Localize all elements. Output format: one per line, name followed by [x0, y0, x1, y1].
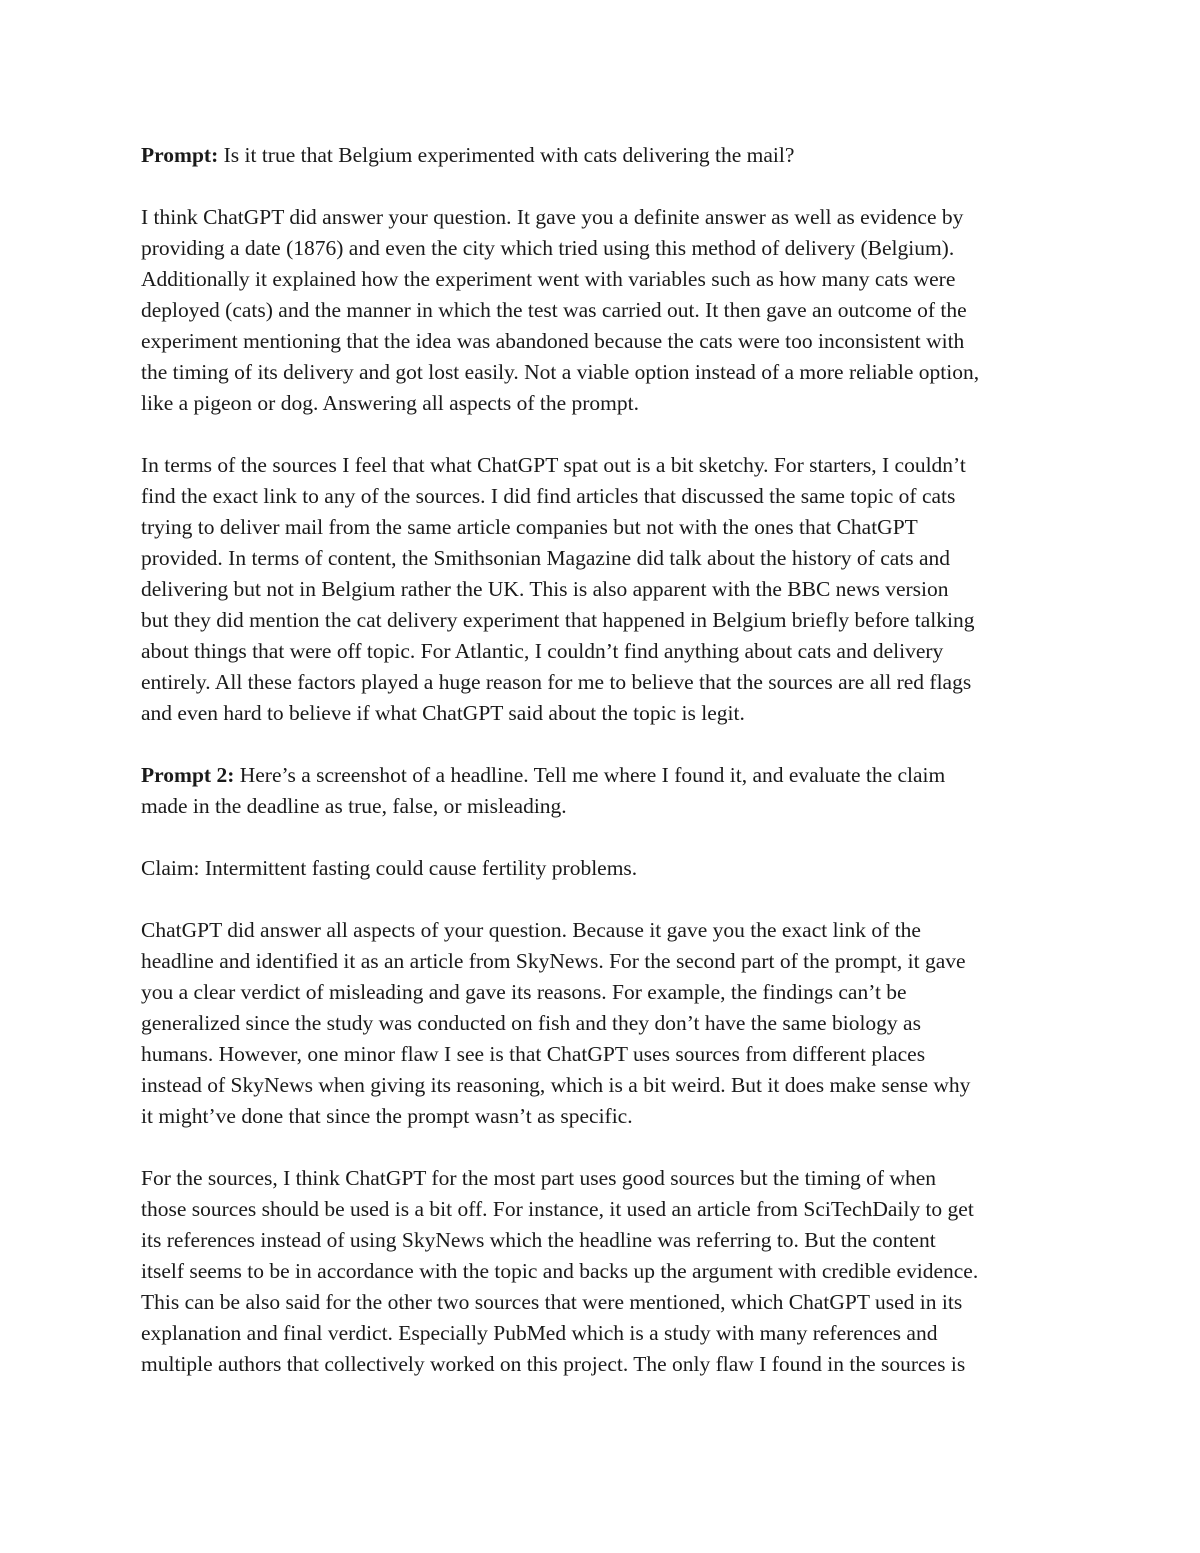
- prompt-1-text: Is it true that Belgium experimented with cats delivering the mail?: [218, 143, 795, 167]
- text-line: delivering but not in Belgium rather the UK. This is also apparent with the BBC news version: [141, 577, 949, 601]
- text-line: In terms of the sources I feel that what ChatGPT spat out is a bit sketchy. For starters, I couldn’t: [141, 453, 966, 477]
- answer-evaluation-paragraph-2: [141, 915, 1058, 1132]
- sources-evaluation-paragraph-2: [141, 1163, 1058, 1380]
- sources-evaluation-paragraph: [141, 450, 1058, 729]
- text-line: like a pigeon or dog. Answering all aspects of the prompt.: [141, 391, 639, 415]
- text-line: deployed (cats) and the manner in which the test was carried out. It then gave an outcome of the: [141, 298, 967, 322]
- text-line: about things that were off topic. For Atlantic, I couldn’t find anything about cats and delivery: [141, 639, 944, 663]
- text-line: those sources should be used is a bit off. For instance, it used an article from SciTechDaily to get: [141, 1197, 974, 1221]
- text-line: experiment mentioning that the idea was abandoned because the cats were too inconsistent with: [141, 329, 965, 353]
- text-line: providing a date (1876) and even the city which tried using this method of delivery (Belgium).: [141, 236, 955, 260]
- text-line: ChatGPT did answer all aspects of your question. Because it gave you the exact link of the: [141, 918, 921, 942]
- text-line: the timing of its delivery and got lost easily. Not a viable option instead of a more reliable option,: [141, 360, 980, 384]
- text-line: you a clear verdict of misleading and gave its reasons. For example, the findings can’t be: [141, 980, 907, 1004]
- prompt-2-text: Here’s a screenshot of a headline. Tell me where I found it, and evaluate the claim: [234, 763, 946, 787]
- text-line: headline and identified it as an article from SkyNews. For the second part of the prompt, it gave: [141, 949, 966, 973]
- text-line: Additionally it explained how the experiment went with variables such as how many cats were: [141, 267, 956, 291]
- text-line: This can be also said for the other two sources that were mentioned, which ChatGPT used in its: [141, 1290, 963, 1314]
- text-line: itself seems to be in accordance with the topic and backs up the argument with credible evidence.: [141, 1259, 979, 1283]
- text-line: provided. In terms of content, the Smithsonian Magazine did talk about the history of cats and: [141, 546, 951, 570]
- text-line: entirely. All these factors played a huge reason for me to believe that the sources are all red flags: [141, 670, 972, 694]
- text-line: humans. However, one minor flaw I see is that ChatGPT uses sources from different places: [141, 1042, 926, 1066]
- text-line: and even hard to believe if what ChatGPT said about the topic is legit.: [141, 701, 745, 725]
- text-line: its references instead of using SkyNews which the headline was referring to. But the content: [141, 1228, 936, 1252]
- text-line: For the sources, I think ChatGPT for the most part uses good sources but the timing of when: [141, 1166, 936, 1190]
- claim-paragraph: [141, 853, 1058, 884]
- text-line: find the exact link to any of the sources. I did find articles that discussed the same topic of cats: [141, 484, 956, 508]
- prompt-2-label: Prompt 2:: [141, 763, 235, 787]
- text-line: I think ChatGPT did answer your question. It gave you a definite answer as well as evidence by: [141, 205, 964, 229]
- prompt-2-paragraph: [141, 760, 1058, 822]
- prompt-1-label: Prompt:: [141, 143, 219, 167]
- prompt-2-line-continued: made in the deadline as true, false, or misleading.: [141, 794, 567, 818]
- answer-evaluation-paragraph: [141, 202, 1058, 419]
- text-line: multiple authors that collectively worked on this project. The only flaw I found in the sources is: [141, 1352, 966, 1376]
- text-line: trying to deliver mail from the same article companies but not with the ones that ChatGPT: [141, 515, 918, 539]
- text-line: explanation and final verdict. Especially PubMed which is a study with many references and: [141, 1321, 938, 1345]
- text-line: instead of SkyNews when giving its reasoning, which is a bit weird. But it does make sense why: [141, 1073, 971, 1097]
- prompt-1-paragraph: [141, 140, 1058, 171]
- prompt-1-line: [141, 140, 1058, 171]
- prompt-2-line: [141, 760, 1058, 791]
- text-line: generalized since the study was conducted on fish and they don’t have the same biology as: [141, 1011, 921, 1035]
- claim-text: Claim: Intermittent fasting could cause fertility problems.: [141, 856, 638, 880]
- text-line: it might’ve done that since the prompt wasn’t as specific.: [141, 1104, 633, 1128]
- text-line: but they did mention the cat delivery experiment that happened in Belgium briefly before talking: [141, 608, 975, 632]
